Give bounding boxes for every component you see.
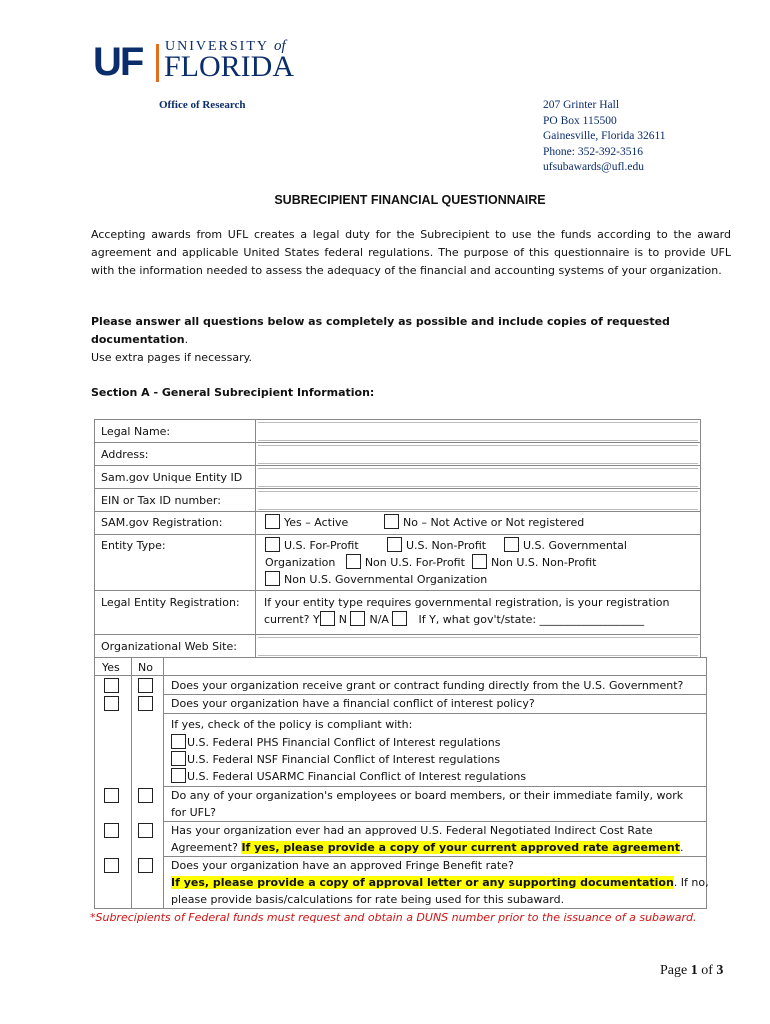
legal-reg-na-checkbox[interactable]: [392, 611, 407, 626]
q2-opt2: U.S. Federal NSF Financial Conflict of Interest regulations: [171, 751, 500, 768]
q2-sub-text: If yes, check of the policy is compliant with:: [171, 718, 413, 731]
q3-text-line2: for UFL?: [171, 806, 216, 819]
q3-no-checkbox[interactable]: [138, 788, 153, 803]
sam-uei-label: Sam.gov Unique Entity ID: [101, 471, 243, 484]
logo-florida: FLORIDA: [164, 50, 295, 83]
q5-yes-checkbox[interactable]: [104, 858, 119, 873]
legal-reg-question: If your entity type requires governmental registration, is your registration: [264, 596, 670, 609]
logo-divider: [156, 44, 159, 82]
website-field[interactable]: [258, 638, 698, 655]
sam-uei-field[interactable]: [258, 469, 698, 486]
q5-text: Does your organization have an approved Fringe Benefit rate?: [171, 859, 514, 872]
address-line-3: Gainesville, Florida 32611: [543, 130, 666, 142]
q1-text: Does your organization receive grant or contract funding directly from the U.S. Government?: [171, 679, 684, 692]
instructions: Please answer all questions below as completely as possible and include copies of requested documentation. Use extra pages if necessary.: [91, 315, 670, 364]
q2-opt2-checkbox[interactable]: [171, 751, 186, 766]
q2-opt1-checkbox[interactable]: [171, 734, 186, 749]
q3-yes-checkbox[interactable]: [104, 788, 119, 803]
et-nonprofit-option: U.S. Non-Profit: [387, 537, 486, 554]
q5-highlight: If yes, please provide a copy of approval letter or any supporting documentation: [171, 876, 674, 889]
legal-name-field[interactable]: [258, 423, 698, 440]
q2-text: Does your organization have a financial conflict of interest policy?: [171, 697, 535, 710]
q4-text-line2: Agreement? If yes, please provide a copy of your current approved rate agreement.: [171, 841, 684, 854]
q2-yes-checkbox[interactable]: [104, 696, 119, 711]
ein-field[interactable]: [258, 492, 698, 509]
et-gov-checkbox[interactable]: [504, 537, 519, 552]
yes-header: Yes: [102, 661, 120, 674]
q4-yes-checkbox[interactable]: [104, 823, 119, 838]
q5-text-line2: If yes, please provide a copy of approval letter or any supporting documentation. If no,: [171, 876, 709, 889]
phone: Phone: 352-392-3516: [543, 146, 643, 158]
et-row2: Organization Non U.S. For-Profit Non U.S. Non-Profit: [265, 556, 597, 569]
uf-logo: [93, 40, 303, 84]
no-header: No: [138, 661, 153, 674]
footnote: *Subrecipients of Federal funds must request and obtain a DUNS number prior to the issuance of a subaward.: [90, 911, 697, 924]
et-nonus-np-checkbox[interactable]: [472, 554, 487, 569]
et-nonus-gov-checkbox[interactable]: [265, 571, 280, 586]
legal-reg-label: Legal Entity Registration:: [101, 596, 240, 609]
et-nonus-gov-option: Non U.S. Governmental Organization: [265, 571, 487, 588]
sam-yes-option: Yes – Active: [265, 514, 348, 531]
intro-paragraph: Accepting awards from UFL creates a legal duty for the Subrecipient to use the funds according to the award agreement and applicable United States federal regulations. The purpose of this questionnaire is to provide UFL with the information needed to assess the adequacy of the financial and accounting systems of your organization.: [91, 228, 731, 277]
et-forprofit-checkbox[interactable]: [265, 537, 280, 552]
legal-reg-y-checkbox[interactable]: [320, 611, 335, 626]
sam-no-checkbox[interactable]: [384, 514, 399, 529]
website-label: Organizational Web Site:: [101, 640, 237, 653]
email: ufsubawards@ufl.edu: [543, 161, 644, 173]
q2-opt1: U.S. Federal PHS Financial Conflict of Interest regulations: [171, 734, 500, 751]
address-field[interactable]: [258, 446, 698, 463]
q2-no-checkbox[interactable]: [138, 696, 153, 711]
logo-university: UNIVERSITY of: [165, 38, 286, 54]
legal-reg-answers: current? Y N N/A If Y, what gov't/state: ___________________: [264, 613, 645, 626]
q4-text-line1: Has your organization ever had an approved U.S. Federal Negotiated Indirect Cost Rate: [171, 824, 653, 837]
et-nonprofit-checkbox[interactable]: [387, 537, 402, 552]
q2-opt3: U.S. Federal USARMC Financial Conflict of Interest regulations: [171, 768, 526, 785]
et-nonus-fp-checkbox[interactable]: [346, 554, 361, 569]
office-label: Office of Research: [159, 99, 246, 111]
sam-yes-checkbox[interactable]: [265, 514, 280, 529]
q4-highlight: If yes, please provide a copy of your current approved rate agreement: [241, 841, 680, 854]
sam-registration-label: SAM.gov Registration:: [101, 516, 223, 529]
q3-text-line1: Do any of your organization's employees or board members, or their immediate family, work: [171, 789, 684, 802]
q2-opt3-checkbox[interactable]: [171, 768, 186, 783]
logo-uf: UF: [93, 40, 143, 84]
entity-type-label: Entity Type:: [101, 539, 166, 552]
q5-text-line3: please provide basis/calculations for rate being used for this subaward.: [171, 893, 565, 906]
q1-yes-checkbox[interactable]: [104, 678, 119, 693]
et-gov-option: U.S. Governmental: [504, 537, 627, 554]
legal-name-label: Legal Name:: [101, 425, 171, 438]
page-number: Page 1 of 3: [660, 963, 724, 978]
sam-no-option: No – Not Active or Not registered: [384, 514, 584, 531]
legal-reg-n-checkbox[interactable]: [350, 611, 365, 626]
q5-no-checkbox[interactable]: [138, 858, 153, 873]
address-label: Address:: [101, 448, 149, 461]
q1-no-checkbox[interactable]: [138, 678, 153, 693]
page-title: SUBRECIPIENT FINANCIAL QUESTIONNAIRE: [274, 193, 546, 207]
address-line-2: PO Box 115500: [543, 115, 617, 127]
address-line-1: 207 Grinter Hall: [543, 99, 620, 111]
ein-label: EIN or Tax ID number:: [101, 494, 221, 507]
q4-no-checkbox[interactable]: [138, 823, 153, 838]
et-forprofit-option: U.S. For-Profit: [265, 537, 359, 554]
section-a-heading: Section A - General Subrecipient Information:: [91, 386, 375, 399]
